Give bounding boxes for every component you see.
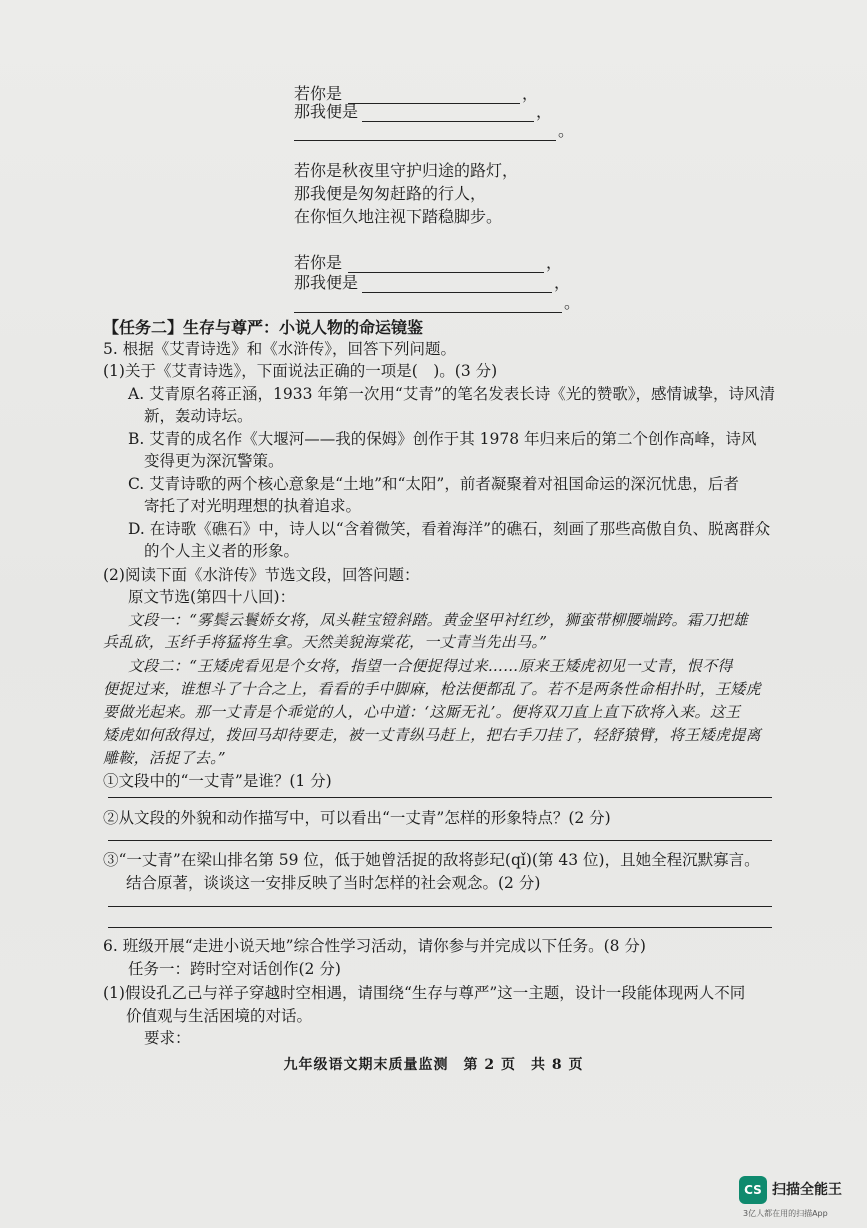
poem-stanza1-line2: 那我便是 ， [294, 102, 553, 121]
q6-stem: 6. 班级开展“走进小说天地”综合性学习活动，请你参与并完成以下任务。(8 分) [103, 937, 646, 955]
fill-blank[interactable] [362, 105, 534, 122]
camscanner-logo-icon: CS [739, 1176, 767, 1204]
q5-option-d-line2: 的个人主义者的形象。 [144, 542, 300, 560]
watermark-name: 扫描全能王 [772, 1182, 842, 1198]
poem-stanza3-line2: 那我便是 ， [294, 273, 571, 292]
q6-sub1-line2: 价值观与生活困境的对话。 [126, 1007, 313, 1025]
poem-prefix: 那我便是 [294, 102, 359, 121]
q5-sub1: (1)关于《艾青诗选》，下面说法正确的一项是( )。(3 分) [103, 362, 498, 380]
q5-option-b-line2: 变得更为深沉警策。 [144, 452, 284, 470]
fill-blank[interactable] [348, 256, 544, 273]
excerpt1-line1: 文段一：“雾鬓云鬟娇女将，凤头鞋宝镫斜踏。黄金坚甲衬红纱，狮蛮带柳腰端跨。霜刀把雄 [128, 611, 748, 629]
q5-option-c-line2: 寄托了对光明理想的执着追求。 [144, 497, 362, 515]
answer-line[interactable] [108, 927, 772, 928]
q5-sub2: (2)阅读下面《水浒传》节选文段，回答问题： [103, 566, 420, 584]
fill-blank[interactable] [362, 276, 552, 293]
excerpt2-line1: 文段二：“王矮虎看见是个女将，指望一合便捉得过来……原来王矮虎初见一丈青，恨不得 [128, 657, 733, 675]
poem-stanza3-line3: 。 [294, 293, 580, 313]
fill-blank[interactable] [294, 124, 556, 141]
q5-stem: 5. 根据《艾青诗选》和《水浒传》，回答下列问题。 [103, 340, 456, 358]
watermark-subtitle: 3亿人都在用的扫描App [743, 1209, 828, 1218]
q6-task1: 任务一：跨时空对话创作(2 分) [128, 960, 341, 978]
q5-source: 原文节选(第四十八回)： [128, 588, 296, 606]
q5-question-c-line2: 结合原著，谈谈这一安排反映了当时怎样的社会观念。(2 分) [126, 874, 541, 892]
fill-blank[interactable] [294, 296, 562, 313]
q6-sub1-line1: (1)假设孔乙己与祥子穿越时空相遇，请围绕“生存与尊严”这一主题，设计一段能体现两人不同 [103, 984, 746, 1002]
answer-line[interactable] [108, 840, 772, 841]
scanner-watermark [739, 1176, 849, 1224]
excerpt2-line4: 矮虎如何敌得过，拨回马却待要走，被一丈青纵马赶上，把右手刀挂了，轻舒猿臂，将王矮虎提离 [103, 726, 761, 744]
excerpt2-line3: 要做光起来。那一丈青是个乖觉的人，心中道：‘这厮无礼’。便将双刀直上直下砍将入来。这王 [103, 703, 741, 721]
q5-option-a-line1: A. 艾青原名蒋正涵，1933 年第一次用“艾青”的笔名发表长诗《光的赞歌》，感情诚挚，诗风清 [128, 385, 776, 403]
q5-option-b-line1: B. 艾青的成名作《大堰河——我的保姆》创作于其 1978 年归来后的第二个创作高峰，诗风 [128, 430, 757, 448]
page-footer: 九年级语文期末质量监测 第 2 页 共 8 页 [283, 1057, 584, 1073]
poem-stanza2-line2: 那我便是匆匆赶路的行人， [294, 184, 487, 203]
answer-line[interactable] [108, 797, 772, 798]
task2-heading: 【任务二】生存与尊严：小说人物的命运镜鉴 [103, 318, 424, 337]
poem-stanza2-line1: 若你是秋夜里守护归途的路灯， [294, 161, 519, 180]
q5-option-c-line1: C. 艾青诗歌的两个核心意象是“土地”和“太阳”，前者凝聚着对祖国命运的深沉忧患，后者 [128, 475, 739, 493]
poem-prefix: 若你是 [294, 84, 343, 103]
q5-question-a: ①文段中的“一丈青”是谁？(1 分) [103, 772, 332, 790]
poem-stanza1-line3: 。 [294, 121, 574, 141]
excerpt1-line2: 兵乱砍，玉纤手将猛将生拿。天然美貌海棠花，一丈青当先出马。” [103, 633, 548, 651]
excerpt2-line2: 便捉过来，谁想斗了十合之上，看看的手中脚麻，枪法便都乱了。若不是两条性命相扑时，王矮虎 [103, 680, 761, 698]
q5-option-a-line2: 新，轰动诗坛。 [144, 407, 253, 425]
q5-option-d-line1: D. 在诗歌《礁石》中，诗人以“含着微笑，看着海洋”的礁石，刻画了那些高傲自负、脱离群众 [128, 520, 771, 538]
q5-question-c-line1: ③“一丈青”在梁山排名第 59 位，低于她曾活捉的敌将彭玘(qǐ)(第 43 位)，且她全程沉默寡言。 [103, 851, 760, 869]
excerpt2-line5: 雕鞍，活捉了去。” [103, 749, 226, 767]
poem-stanza2-line3: 在你恒久地注视下踏稳脚步。 [294, 207, 503, 226]
q5-question-b: ②从文段的外貌和动作描写中，可以看出“一丈青”怎样的形象特点？(2 分) [103, 809, 611, 827]
poem-stanza3-line1: 若你是 ， [294, 253, 563, 272]
poem-stanza1-line1: 若你是 ， [294, 84, 539, 103]
q6-requirements-label: 要求： [144, 1029, 191, 1047]
answer-line[interactable] [108, 906, 772, 907]
